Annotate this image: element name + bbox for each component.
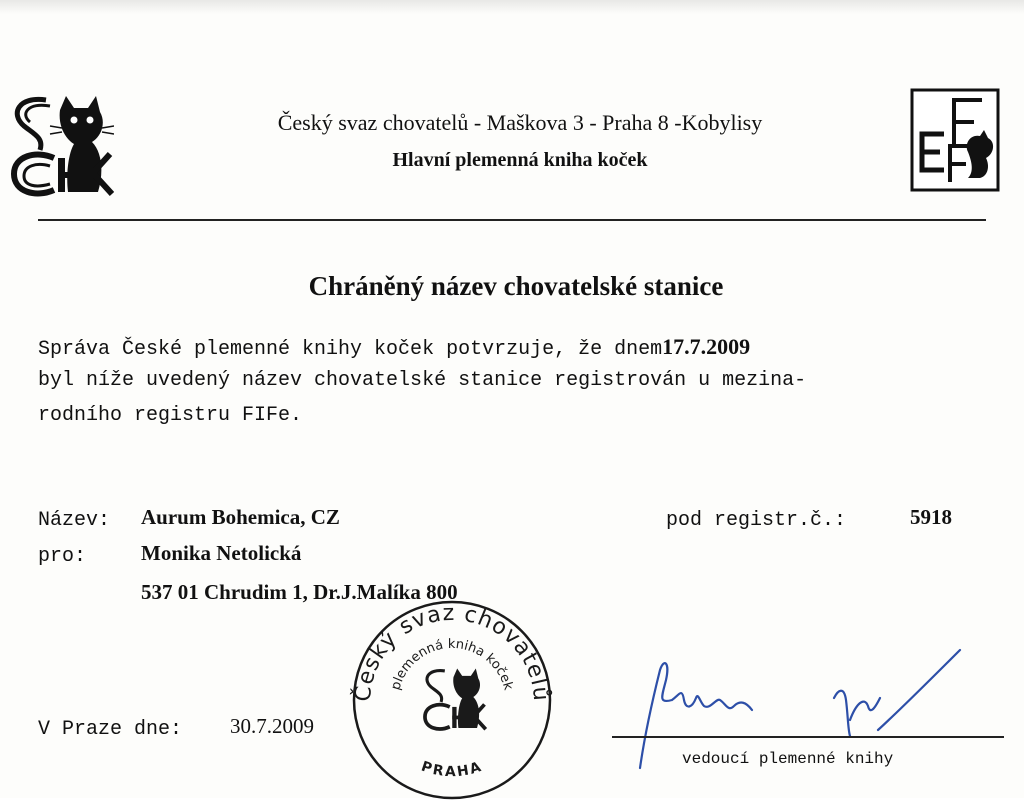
place-date-label: V Praze dne:: [38, 718, 183, 741]
svg-text:PRAHA: [419, 759, 485, 781]
paper-edge: [0, 0, 1024, 14]
owner-address: 537 01 Chrudim 1, Dr.J.Malíka 800: [141, 580, 458, 604]
svg-text:plemenná kniha koček: [388, 637, 515, 692]
confirmation-text: Správa České plemenné knihy koček potvrzuje, že dnem: [38, 338, 663, 361]
name-label: Název:: [38, 509, 111, 532]
official-stamp: [342, 590, 562, 800]
stamp-inner-text: plemenná kniha koček: [388, 636, 516, 692]
registration-label: pod registr.č.:: [666, 509, 847, 532]
cattery-name: Aurum Bohemica, CZ: [141, 505, 340, 529]
signature-line: [612, 736, 1004, 738]
confirmation-line-3: rodního registru FIFe.: [38, 404, 303, 427]
document-title: Chráněný název chovatelské stanice: [308, 271, 724, 301]
registration-number: 5918: [910, 505, 952, 529]
stamp-ring-text: Český svaz chovatelů: [350, 600, 554, 703]
header-divider: [38, 219, 986, 221]
schk-cat-logo: [6, 92, 114, 200]
confirmation-date: 17.7.2009: [662, 334, 751, 359]
confirmation-line-2: byl níže uvedený název chovatelské stanice registrován u mezina-: [38, 369, 807, 392]
registry-header: Hlavní plemenná kniha koček: [392, 149, 648, 171]
signature-caption: vedoucí plemenné knihy: [682, 750, 894, 768]
organization-header: Český svaz chovatelů - Maškova 3 - Praha 8 -Kobylisy: [277, 110, 763, 135]
fife-logo: [910, 88, 1000, 192]
issue-date: 30.7.2009: [230, 714, 314, 738]
owner-name: Monika Netolická: [141, 541, 302, 565]
stamp-city: PRAHA: [419, 758, 485, 781]
owner-label: pro:: [38, 545, 87, 568]
confirmation-line-1: [38, 334, 750, 361]
